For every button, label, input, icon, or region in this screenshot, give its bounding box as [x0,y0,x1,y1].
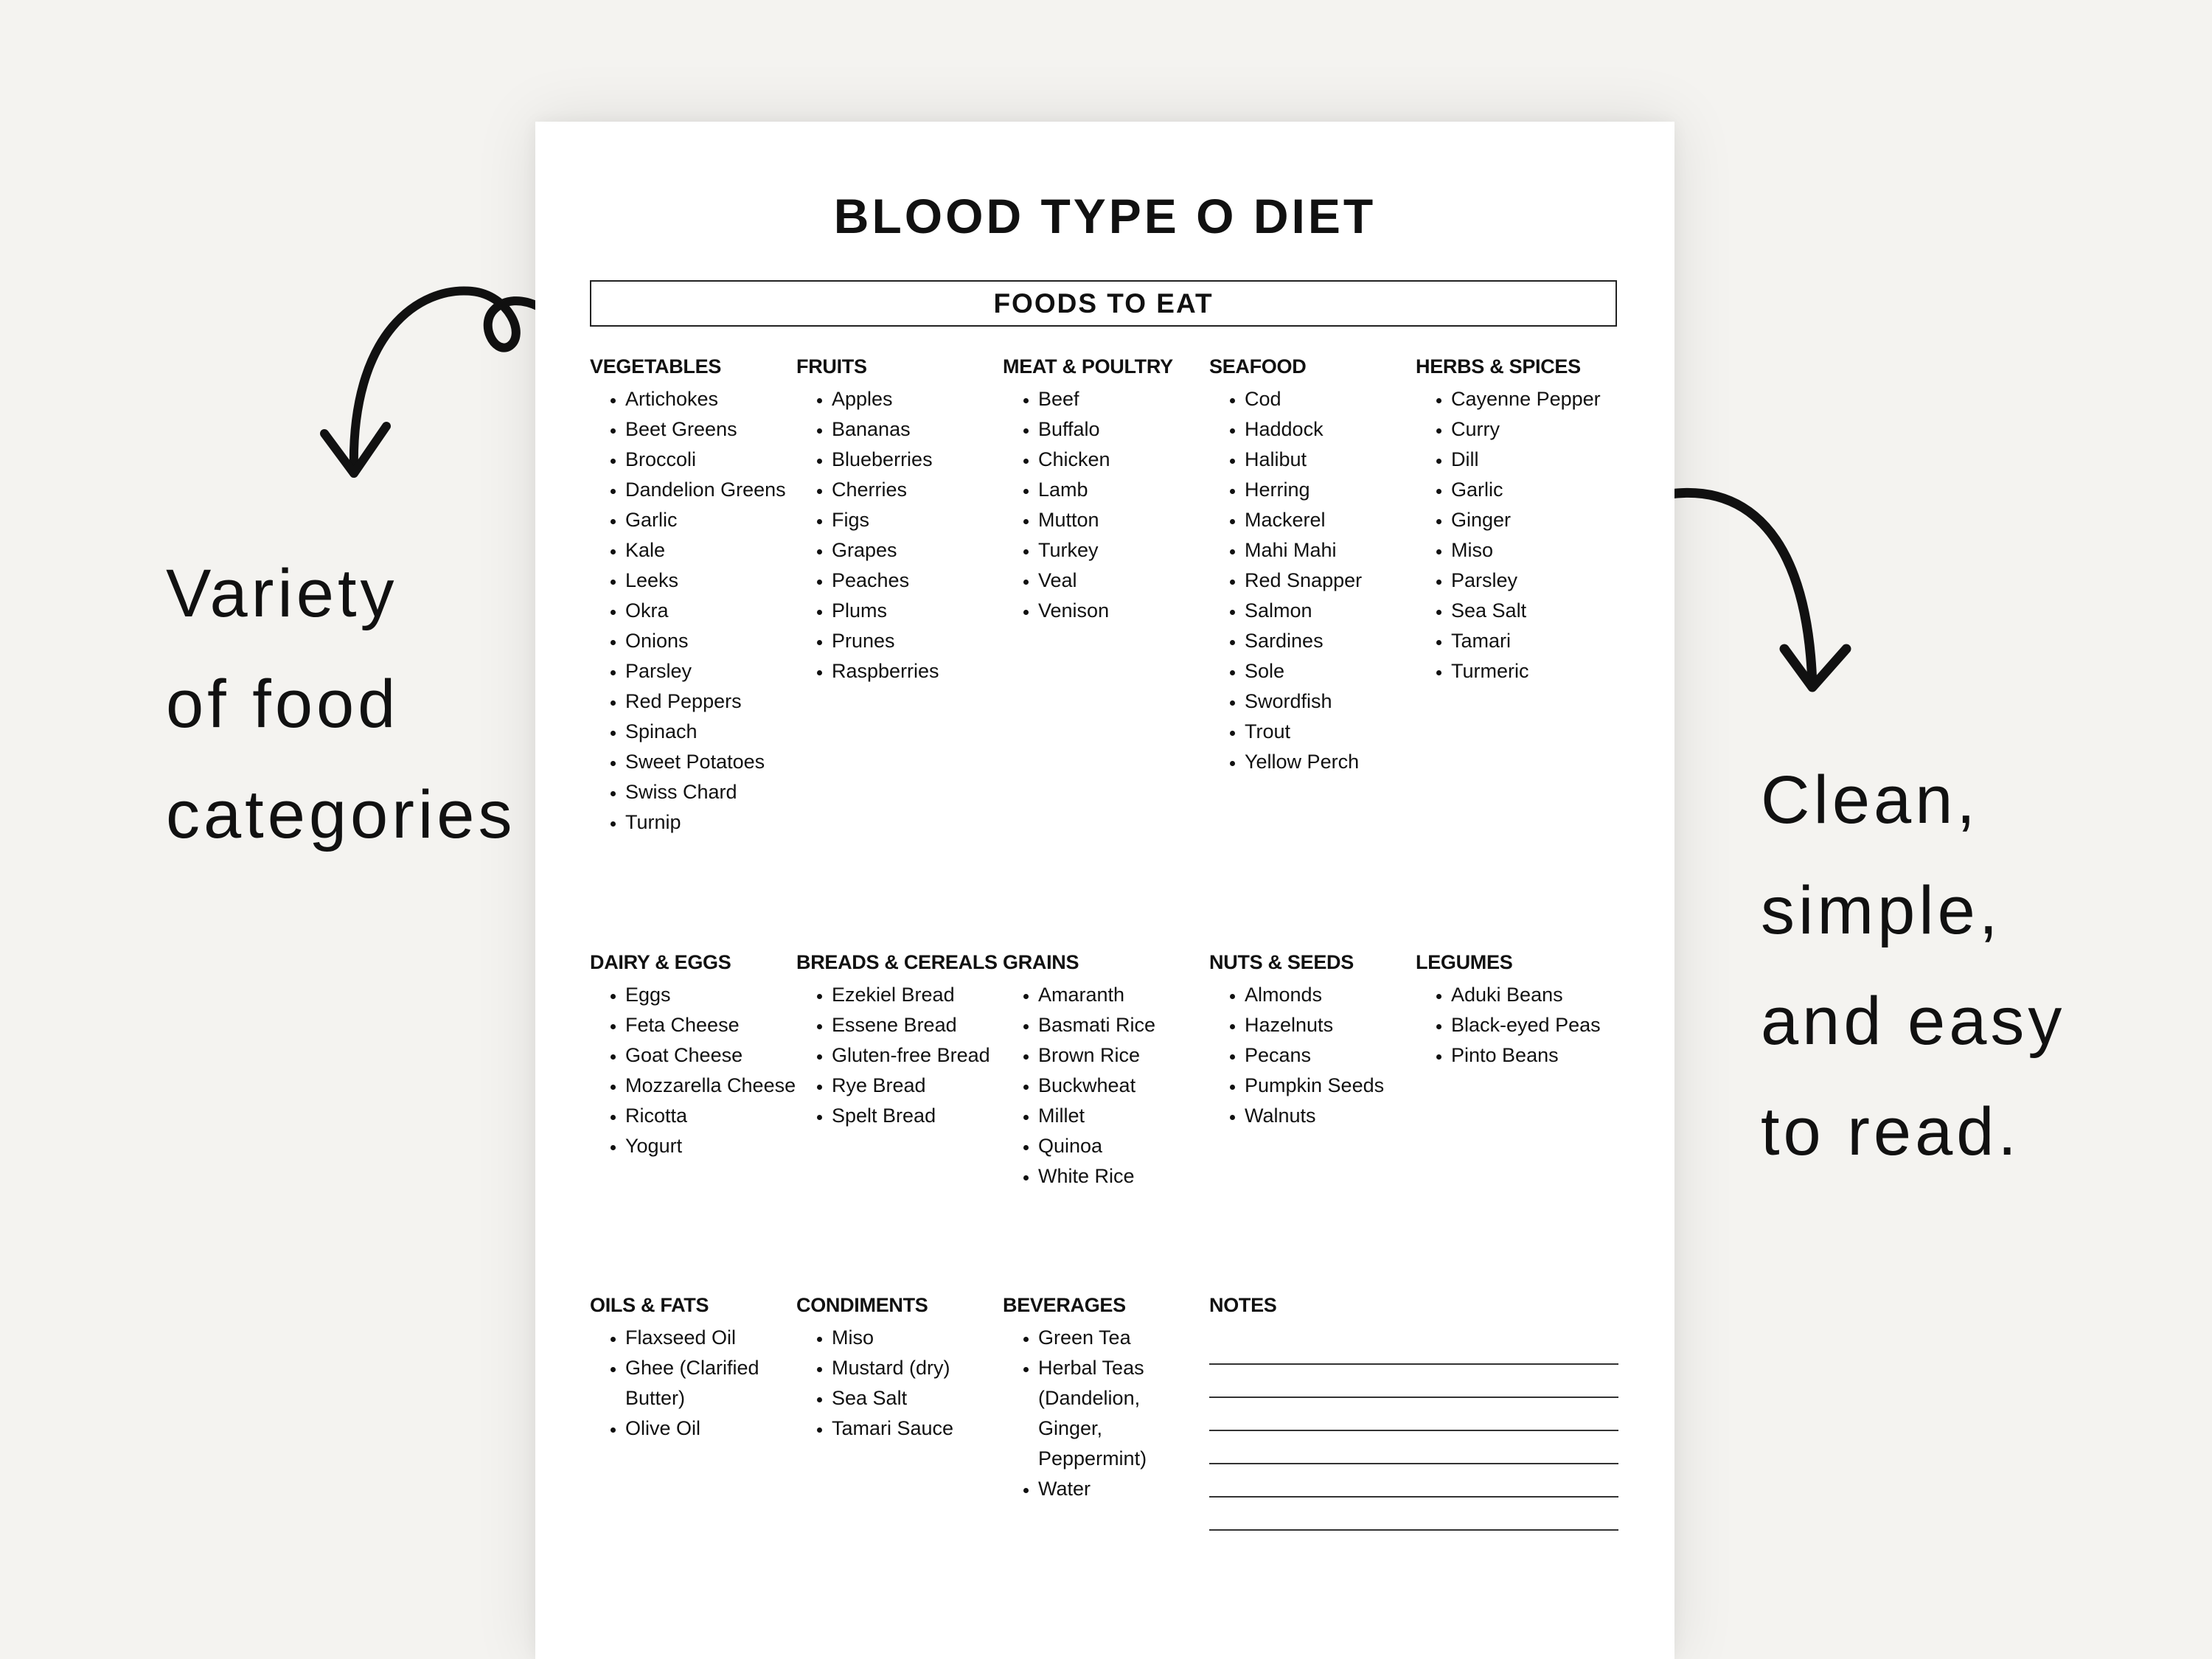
food-item: • Turnip [625,807,800,838]
food-item: • Rye Bread [832,1071,1006,1101]
annotation-left-line: categories [166,777,516,852]
food-item: • Sea Salt [1451,596,1626,626]
food-item: • Garlic [1451,475,1626,505]
category-column [796,1294,1006,1444]
food-item: • Ezekiel Bread [832,980,1006,1010]
annotation-left-line: Variety [166,556,398,631]
food-list [1209,980,1419,1131]
food-item: • Onions [625,626,800,656]
annotation-right-line: Clean, [1761,762,1979,838]
food-item: • Flaxseed Oil [625,1323,800,1353]
food-item: • Yellow Perch [1245,747,1419,777]
notes-line[interactable] [1209,1398,1618,1431]
food-item: • Miso [1451,535,1626,566]
food-item: • Aduki Beans [1451,980,1626,1010]
category-heading: NUTS & SEEDS [1209,951,1354,973]
food-item: • Raspberries [832,656,1006,686]
food-item: • Cayenne Pepper [1451,384,1626,414]
notes-line[interactable] [1209,1431,1618,1464]
category-heading: LEGUMES [1416,951,1513,973]
category-heading: MEAT & POULTRY [1003,355,1173,378]
food-item: • Yogurt [625,1131,800,1161]
food-item: • Brown Rice [1038,1040,1213,1071]
category-heading: SEAFOOD [1209,355,1307,378]
food-item: • Mahi Mahi [1245,535,1419,566]
annotation-right [1761,745,2065,1187]
category-column [590,355,800,838]
food-list [1416,384,1626,686]
food-item: • Quinoa [1038,1131,1213,1161]
food-item: • Almonds [1245,980,1419,1010]
notes-lines [1209,1332,1618,1531]
food-item: • Walnuts [1245,1101,1419,1131]
food-item: • Swordfish [1245,686,1419,717]
food-item: • Tamari [1451,626,1626,656]
notes-heading: NOTES [1209,1294,1277,1316]
category-heading: VEGETABLES [590,355,722,378]
category-heading: GRAINS [1003,951,1079,973]
notes-line[interactable] [1209,1332,1618,1365]
food-item: • Spinach [625,717,800,747]
food-item: • Blueberries [832,445,1006,475]
food-item: • Gluten-free Bread [832,1040,1006,1071]
section-header: FOODS TO EAT [590,280,1617,327]
food-item: • Buckwheat [1038,1071,1213,1101]
food-item: • Miso [832,1323,1006,1353]
food-item: • Swiss Chard [625,777,800,807]
food-item: • Green Tea [1038,1323,1172,1353]
food-item: • Plums [832,596,1006,626]
food-item: • Curry [1451,414,1626,445]
notes-line[interactable] [1209,1464,1618,1498]
food-item: • Water [1038,1474,1172,1504]
category-column [1416,355,1626,686]
food-item: • Mackerel [1245,505,1419,535]
food-item: • Red Snapper [1245,566,1419,596]
food-item: • Artichokes [625,384,800,414]
food-item: • Mustard (dry) [832,1353,1006,1383]
food-item: • Pinto Beans [1451,1040,1626,1071]
food-item: • Salmon [1245,596,1419,626]
food-list [1003,1323,1172,1504]
food-item: • Mutton [1038,505,1213,535]
food-item: • Venison [1038,596,1213,626]
annotation-right-line: to read. [1761,1094,2020,1169]
category-heading: OILS & FATS [590,1294,709,1316]
food-item: • Pumpkin Seeds [1245,1071,1419,1101]
food-list [590,384,800,838]
food-item: • Cherries [832,475,1006,505]
food-item: • Black-eyed Peas [1451,1010,1626,1040]
food-item: • Dill [1451,445,1626,475]
food-item: • Figs [832,505,1006,535]
food-item: • Ginger [1451,505,1626,535]
food-item: • Essene Bread [832,1010,1006,1040]
food-list [1003,980,1213,1192]
food-item: • Grapes [832,535,1006,566]
food-item: • Trout [1245,717,1419,747]
food-item: • Bananas [832,414,1006,445]
food-item: • Herbal Teas (Dandelion, Ginger, Peppermint) [1038,1353,1172,1474]
category-column [590,951,800,1161]
food-item: • Feta Cheese [625,1010,800,1040]
food-item: • Olive Oil [625,1413,800,1444]
food-item: • Spelt Bread [832,1101,1006,1131]
food-item: • Pecans [1245,1040,1419,1071]
food-item: • Dandelion Greens [625,475,800,505]
food-item: • Mozzarella Cheese [625,1071,800,1101]
food-list [1209,384,1419,777]
category-heading: FRUITS [796,355,867,378]
food-item: • Kale [625,535,800,566]
category-column [1003,951,1213,1192]
food-item: • Leeks [625,566,800,596]
category-heading: BREADS & CEREALS [796,951,998,973]
category-column [590,1294,800,1444]
annotation-right-line: and easy [1761,984,2066,1059]
food-item: • Sweet Potatoes [625,747,800,777]
category-heading: DAIRY & EGGS [590,951,731,973]
food-item: • Turkey [1038,535,1213,566]
food-item: • Sole [1245,656,1419,686]
food-item: • White Rice [1038,1161,1213,1192]
food-item: • Millet [1038,1101,1213,1131]
annotation-right-line: simple, [1761,873,2002,948]
food-item: • Parsley [625,656,800,686]
annotation-left-line: of food [166,667,400,742]
category-column [1416,951,1626,1071]
food-item: • Okra [625,596,800,626]
food-item: • Halibut [1245,445,1419,475]
food-item: • Chicken [1038,445,1213,475]
food-item: • Prunes [832,626,1006,656]
food-item: • Peaches [832,566,1006,596]
food-item: • Garlic [625,505,800,535]
food-item: • Cod [1245,384,1419,414]
food-item: • Ghee (Clarified Butter) [625,1353,800,1413]
food-item: • Buffalo [1038,414,1213,445]
food-item: • Veal [1038,566,1213,596]
food-item: • Amaranth [1038,980,1213,1010]
food-list [796,384,1006,686]
food-list [1416,980,1626,1071]
food-item: • Hazelnuts [1245,1010,1419,1040]
food-list [590,980,800,1161]
food-item: • Eggs [625,980,800,1010]
category-heading: BEVERAGES [1003,1294,1126,1316]
food-item: • Basmati Rice [1038,1010,1213,1040]
notes-line[interactable] [1209,1365,1618,1398]
food-list [796,1323,1006,1444]
food-list [1003,384,1213,626]
food-item: • Goat Cheese [625,1040,800,1071]
food-item: • Lamb [1038,475,1213,505]
category-column [1003,1294,1172,1504]
food-item: • Broccoli [625,445,800,475]
category-column [796,951,1006,1131]
food-item: • Herring [1245,475,1419,505]
food-list [590,1323,800,1444]
food-item: • Tamari Sauce [832,1413,1006,1444]
food-item: • Sea Salt [832,1383,1006,1413]
category-heading: CONDIMENTS [796,1294,928,1316]
food-item: • Ricotta [625,1101,800,1131]
food-item: • Turmeric [1451,656,1626,686]
food-item: • Apples [832,384,1006,414]
food-item: • Beet Greens [625,414,800,445]
category-column [1003,355,1213,626]
category-column [1209,355,1419,777]
category-column [1209,951,1419,1131]
food-item: • Sardines [1245,626,1419,656]
diet-sheet-page [535,122,1674,1659]
category-column [796,355,1006,686]
food-item: • Beef [1038,384,1213,414]
food-item: • Haddock [1245,414,1419,445]
page-title: BLOOD TYPE O DIET [833,189,1377,243]
food-list [796,980,1006,1131]
category-heading: HERBS & SPICES [1416,355,1581,378]
notes-section [1209,1294,1622,1531]
food-item: • Red Peppers [625,686,800,717]
food-item: • Parsley [1451,566,1626,596]
notes-line[interactable] [1209,1498,1618,1531]
annotation-left [166,538,515,870]
